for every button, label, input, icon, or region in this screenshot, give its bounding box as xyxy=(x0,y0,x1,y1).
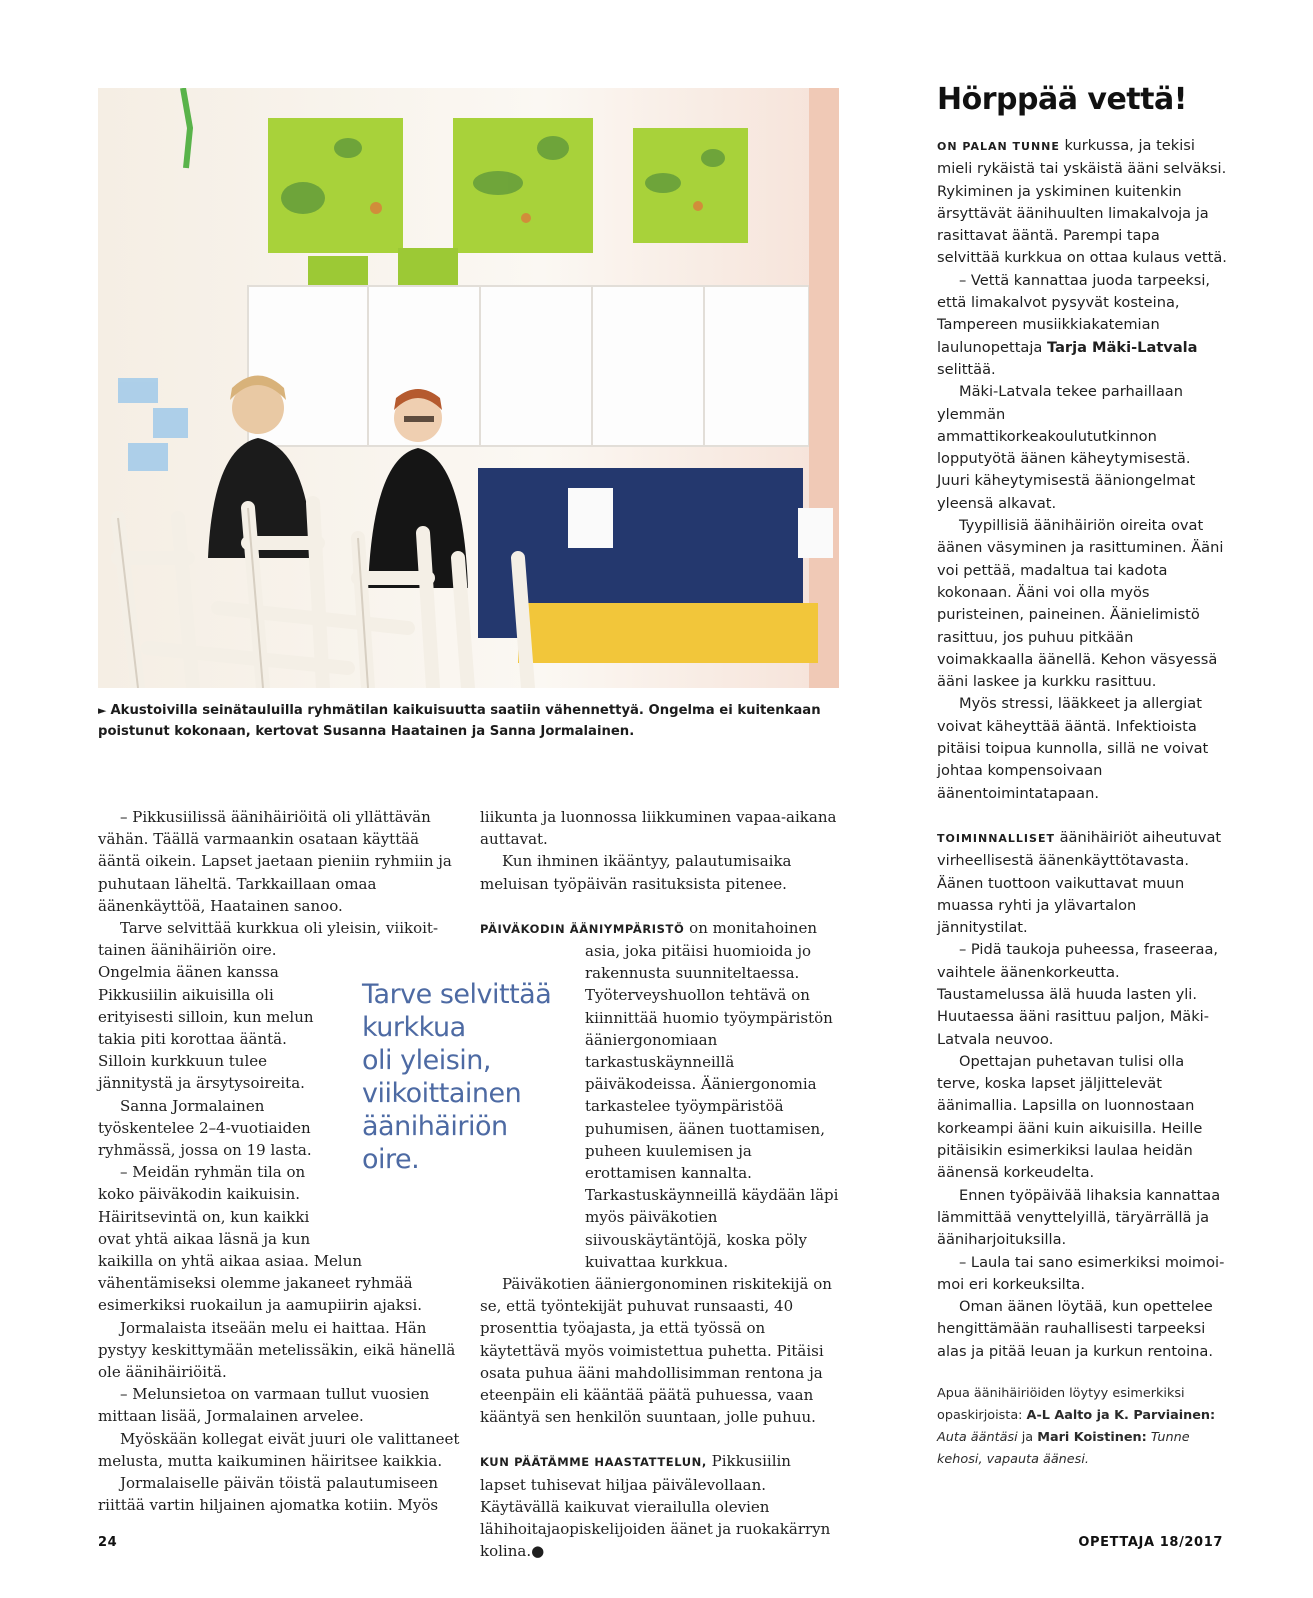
paragraph: – Pikkusiilissä äänihäiriöitä oli yllättävän vähän. Täällä varmaankin osataan käyttää ääntä oikein. Lapset jaetaan pieniin ryhmiin ja puhutaan läheltä. Tarkkaillaan omaa äänenkäyttöä, Haatainen sanoo. xyxy=(98,808,452,915)
paragraph: Jormalaiselle päivän töistä palautumiseen riittää vartin hiljainen ajomatka kotiin. Myös xyxy=(98,1474,439,1515)
sidebar-paragraph: Tyypillisiä äänihäiriön oireita ovat äänen väsyminen ja rasittuminen. Ääni voi pettää, madaltua tai kadota kokonaan. Ääni voi olla myös puristeinen, paineinen. Äänielimistö rasittuu, jos puhuu pitkään voimakkaalla äänellä. Kehon väsyessä ääni laskee ja kurkku rasittuu. xyxy=(937,517,1224,691)
sidebar-paragraph: – Laula tai sano esimerkiksi moimoi-moi eri korkeuksilta. xyxy=(937,1253,1225,1293)
source-conjunction: ja xyxy=(1021,1430,1034,1446)
source-book: Tunne kehosi, vapauta äänesi. xyxy=(937,1430,1190,1468)
paragraph: Tarve selvittää kurkkua oli yleisin, viikoit- xyxy=(120,919,439,938)
sidebar-text: kurkussa, ja tekisi mieli rykäistä tai yskäistä ääni selväksi. Rykiminen ja yskiminen kuitenkin ärsyttävät äänihuulten limakalvoja ja rasittavat ääntä. Parempi tapa selvittää kurkkua on ottaa kulaus vettä. xyxy=(937,137,1227,267)
person-name: Tarja Mäki-Latvala xyxy=(1047,338,1198,356)
pull-quote-line: viikoittainen xyxy=(362,1078,522,1109)
paragraph: Kun ihminen ikääntyy, palautumisaika meluisan työpäivän rasituksista pitenee. xyxy=(480,852,792,893)
paragraph: Jormalaista itseään melu ei haittaa. Hän pystyy keskittymään metelissäkin, eikä hänellä ole äänihäiriöitä. xyxy=(98,1318,456,1382)
sidebar-sources xyxy=(937,1383,1227,1471)
sidebar-paragraph: Opettajan puhetavan tulisi olla terve, koska lapset jäljittelevät äänimallia. Lapsilla on luonnostaan korkeampi ääni kuin aikuisilla. Heille pitäisikin esimerkiksi laulaa heidän äänensä korkeudelta. xyxy=(937,1052,1203,1182)
section-paragraph xyxy=(480,917,840,940)
source-author: Mari Koistinen: xyxy=(1037,1430,1147,1446)
section-text: Pikkusiilin lapset tuhisevat hiljaa päivälevollaan. Käytävällä kaikuvat vierailulla olevien lähihoitajaopiskelijoiden äänet ja ruokakärryn kolina. xyxy=(480,1452,831,1561)
section-lead: KUN PÄÄTÄMME HAASTATTELUN, xyxy=(480,1455,707,1470)
sidebar-paragraph: Ennen työpäivää lihaksia kannattaa lämmittää venyttelyillä, täryärrällä ja ääniharjoituksilla. xyxy=(937,1186,1221,1249)
sidebar-text: äänihäiriöt aiheutuvat virheellisestä äänenkäyttötavasta. Äänen tuottoon vaikuttavat muun muassa ryhti ja ylävartalon jännitystilat. xyxy=(937,828,1222,937)
paragraph: liikunta ja luonnossa liikkuminen vapaa-aikana auttavat. xyxy=(480,808,837,849)
sidebar-body xyxy=(937,135,1227,1363)
sidebar-paragraph: Mäki-Latvala tekee parhaillaan ylemmän ammattikorkeakoulututkinnon lopputyötä äänen käheytymisestä. Juuri käheytymisestä ääniongelmat yleensä alkavat. xyxy=(937,383,1196,512)
pull-quote-line: äänihäiriön xyxy=(362,1111,508,1142)
source-author: A-L Aalto ja K. Parviainen: xyxy=(1026,1408,1216,1424)
article-photo xyxy=(98,88,839,688)
pull-quote-line: oire. xyxy=(362,1144,420,1175)
source-book: Auta ääntäsi xyxy=(937,1430,1018,1446)
pull-quote-line: oli yleisin, xyxy=(362,1045,491,1076)
section-lead: PÄIVÄKODIN ÄÄNIYMPÄRISTÖ xyxy=(480,921,685,936)
sidebar-paragraph xyxy=(937,135,1227,270)
source-intro: Apua äänihäiriöiden löytyy esimerkiksi opaskirjoista: xyxy=(937,1386,1185,1424)
paragraph: kaikilla on yhtä aikaa asiaa. Melun vähentämiseksi olemme jakaneet ryhmää esimerkiksi ruokailun ja aamupiirin ajaksi. xyxy=(98,1252,423,1315)
caption-text: Akustoivilla seinätauluilla ryhmätilan kaikuisuutta saatiin vähennettyä. Ongelma ei kuitenkaan poistunut kokonaan, kertovat Susanna Haatainen ja Sanna Jormalainen. xyxy=(98,703,821,739)
sidebar-text: selittää. xyxy=(937,360,996,378)
sidebar-lead: TOIMINNALLISET xyxy=(937,831,1055,845)
sidebar-paragraph xyxy=(937,827,1227,939)
paragraph: – Meidän ryhmän tila on koko päiväkodin kaikuisin. Häiritsevintä on, kun kaikki ovat yhtä aikaa läsnä ja kun xyxy=(98,1163,311,1248)
sidebar-paragraph: Oman äänen löytää, kun opettelee hengittämään rauhallisesti tarpeeksi alas ja pitää leuan ja kurkun rentoina. xyxy=(937,1298,1213,1360)
pull-quote-line: Tarve selvittää xyxy=(362,979,552,1010)
section-paragraph xyxy=(480,1450,840,1562)
paragraph: – Melunsietoa on varmaan tullut vuosien mittaan lisää, Jormalainen arvelee. xyxy=(98,1385,430,1426)
paragraph: Päiväkotien ääniergonominen riskitekijä on se, että työntekijät puhuvat runsaasti, 40 prosenttia työajasta, ja että työssä on käytettävä myös voimistettua puhetta. Pitäisi osata puhua ääni mahdollisimman rentona ja eteenpäin eli kääntää päätä puhuessa, vaan kääntyä sen henkilön suuntaan, jolle puhuu. xyxy=(480,1275,832,1427)
narrow-text-block xyxy=(98,939,338,1250)
end-mark: ● xyxy=(531,1542,545,1561)
sidebar-box xyxy=(937,82,1227,1471)
sidebar-text: – Vettä kannattaa juoda tarpeeksi, että limakalvot pysyvät kosteina, Tampereen musiikkiakatemian laulunopettaja xyxy=(937,271,1211,356)
paragraph: asia, joka pitäisi huomioida jo rakennusta suunniteltaessa. Työterveyshuollon tehtävä on kiinnittää huomio työympäristön ääniergonomiaan tarkastuskäynneillä päiväkodeissa. Ääniergonomia tarkastelee työympäristöä puhumisen, äänen tuottamisen, puheen kuulemisen ja erottamisen kannalta. Tarkastuskäynneillä käydään läpi myös päiväkotien siivouskäytäntöjä, koska pöly kuivattaa kurkkua. xyxy=(585,942,839,1271)
paragraph: Sanna Jormalainen työskentelee 2–4-vuotiaiden ryhmässä, jossa on 19 lasta. xyxy=(98,1096,312,1160)
sidebar-paragraph: – Pidä taukoja puheessa, fraseeraa, vaihtele äänenkorkeutta. Taustamelussa älä huuda lasten yli. Huutaessa ääni rasittuu paljon, Mäki-Latvala neuvoo. xyxy=(937,941,1219,1048)
article-column-2 xyxy=(480,806,840,1563)
sidebar-paragraph: Myös stressi, lääkkeet ja allergiat voivat käheyttää ääntä. Infektioista pitäisi toipua kunnolla, sillä ne voivat johtaa kompensoivaan äänentoimintatapaan. xyxy=(937,695,1209,802)
caption-marker: ► xyxy=(98,704,107,717)
photo-caption xyxy=(98,700,858,742)
paragraph: tainen äänihäiriön oire. Ongelmia äänen kanssa Pikkusiilin aikuisilla oli erityisesti silloin, kun melun takia piti korottaa ääntä. Silloin kurkkuun tulee jännitystä ja ärsytysoireita. xyxy=(98,941,314,1093)
magazine-issue: OPETTAJA 18/2017 xyxy=(1078,1535,1223,1550)
page-number: 24 xyxy=(98,1535,118,1550)
sidebar-lead: ON PALAN TUNNE xyxy=(937,140,1060,153)
sidebar-title: Hörppää vettä! xyxy=(937,82,1187,117)
paragraph: Myöskään kollegat eivät juuri ole valittaneet melusta, mutta kaikuminen häiritsee kaikkia. xyxy=(98,1429,460,1470)
pull-quote-line: kurkkua xyxy=(362,1012,466,1043)
section-text: on monitahoinen xyxy=(689,918,818,937)
sidebar-paragraph xyxy=(937,270,1227,381)
